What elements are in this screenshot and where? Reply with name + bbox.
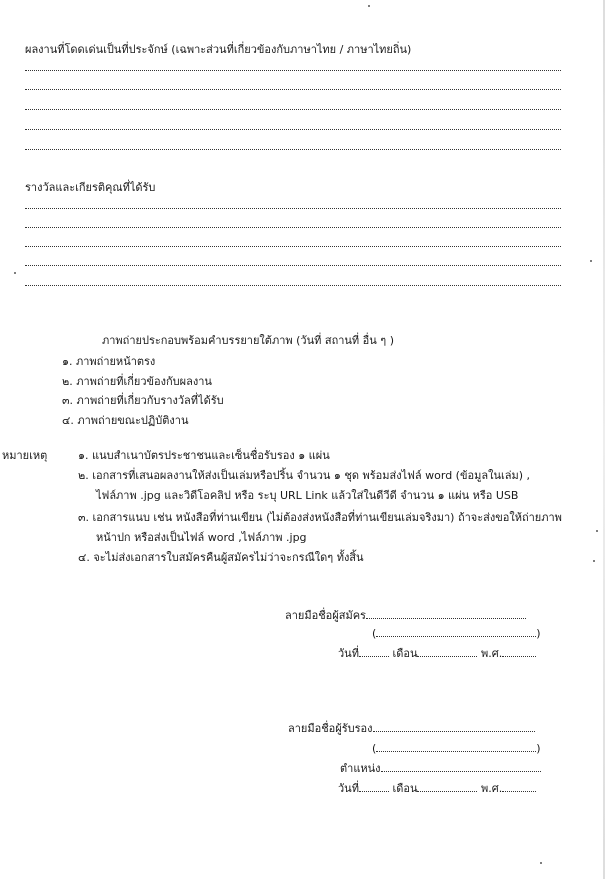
applicant-signature-field[interactable] [366,608,526,619]
note-item-continuation: หน้าปก หรือส่งเป็นไฟล์ word ,ไฟล์ภาพ .jpg [96,531,307,544]
answer-line[interactable] [25,208,561,209]
scan-speck [593,560,595,562]
applicant-signature-label: ลายมือชื่อผู้สมัคร [285,609,366,622]
answer-line[interactable] [25,89,561,90]
photo-item: ๓. ภาพถ่ายที่เกี่ยวกับรางวัลที่ได้รับ [62,394,224,407]
applicant-date-row [338,646,536,661]
year-label: พ.ศ. [480,647,503,660]
photo-item: ๒. ภาพถ่ายที่เกี่ยวข้องกับผลงาน [62,375,212,388]
photo-item: ๑. ภาพถ่ายหน้าตรง [62,355,156,368]
note-item-continuation: ไฟล์ภาพ .jpg และวิดีโอคลิป หรือ ระบุ URL Link แล้วใส่ในดีวีดี จำนวน ๑ แผ่น หรือ USB [96,489,519,502]
answer-line[interactable] [25,246,561,247]
position-label: ตำแหน่ง [340,762,381,775]
month-label: เดือน [392,782,418,795]
note-item: ๑. แนบสำเนาบัตรประชาชนและเซ็นชื่อรับรอง ๑ แผ่น [78,449,330,462]
month-field[interactable] [417,781,477,792]
month-field[interactable] [417,646,477,657]
scan-speck [540,862,542,864]
photos-intro: ภาพถ่ายประกอบพร้อมคำบรรยายใต้ภาพ (วันที่ สถานที่ อื่น ๆ ) [102,334,394,347]
year-field[interactable] [502,646,536,657]
answer-line[interactable] [25,149,561,150]
year-field[interactable] [502,781,536,792]
close-paren: ) [536,627,541,640]
note-item: ๒. เอกสารที่เสนอผลงานให้ส่งเป็นเล่มหรือปริ้น จำนวน ๑ ชุด พร้อมส่งไฟล์ word (ข้อมูลในเล่ม) , [78,469,531,482]
position-field[interactable] [381,761,541,772]
note-item: ๓. เอกสารแนบ เช่น หนังสือที่ท่านเขียน (ไม่ต้องส่งหนังสือที่ท่านเขียนเล่มจริงมา) ถ้าจะส่งขอให้ถ่ายภาพ [78,511,562,524]
applicant-signature-row [285,608,526,623]
certifier-date-row [338,781,536,796]
scan-speck [590,260,592,262]
year-label: พ.ศ. [480,782,503,795]
outstanding-work-heading: ผลงานที่โดดเด่นเป็นที่ประจักษ์ (เฉพาะส่วนที่เกี่ยวข้องกับภาษาไทย / ภาษาไทยถิ่น) [25,43,412,56]
open-paren: ( [372,742,377,755]
day-field[interactable] [359,646,389,657]
certifier-signature-label: ลายมือชื่อผู้รับรอง [288,722,373,735]
answer-line[interactable] [25,227,561,228]
certifier-signature-field[interactable] [373,721,535,732]
answer-line[interactable] [25,109,561,110]
certifier-signature-row [288,721,535,736]
scan-speck [14,272,16,274]
certifier-name-row [372,741,541,756]
answer-line[interactable] [25,129,561,130]
answer-line[interactable] [25,285,561,286]
close-paren: ) [536,742,541,755]
awards-heading: รางวัลและเกียรติคุณที่ได้รับ [25,181,156,194]
date-label: วันที่ [338,647,359,660]
scan-speck [368,5,370,7]
photo-item: ๔. ภาพถ่ายขณะปฏิบัติงาน [62,414,189,427]
answer-line[interactable] [25,265,561,266]
month-label: เดือน [392,647,418,660]
answer-line[interactable] [25,70,561,71]
note-item: ๔. จะไม่ส่งเอกสารใบสมัครคืนผู้สมัครไม่ว่าจะกรณีใดๆ ทั้งสิ้น [78,551,364,564]
open-paren: ( [372,627,377,640]
certifier-name-field[interactable] [376,741,536,752]
notes-label: หมายเหตุ [2,449,48,462]
scan-speck [596,530,598,532]
day-field[interactable] [359,781,389,792]
applicant-name-row [372,626,541,641]
applicant-name-field[interactable] [376,626,536,637]
date-label: วันที่ [338,782,359,795]
certifier-position-row [340,761,541,776]
